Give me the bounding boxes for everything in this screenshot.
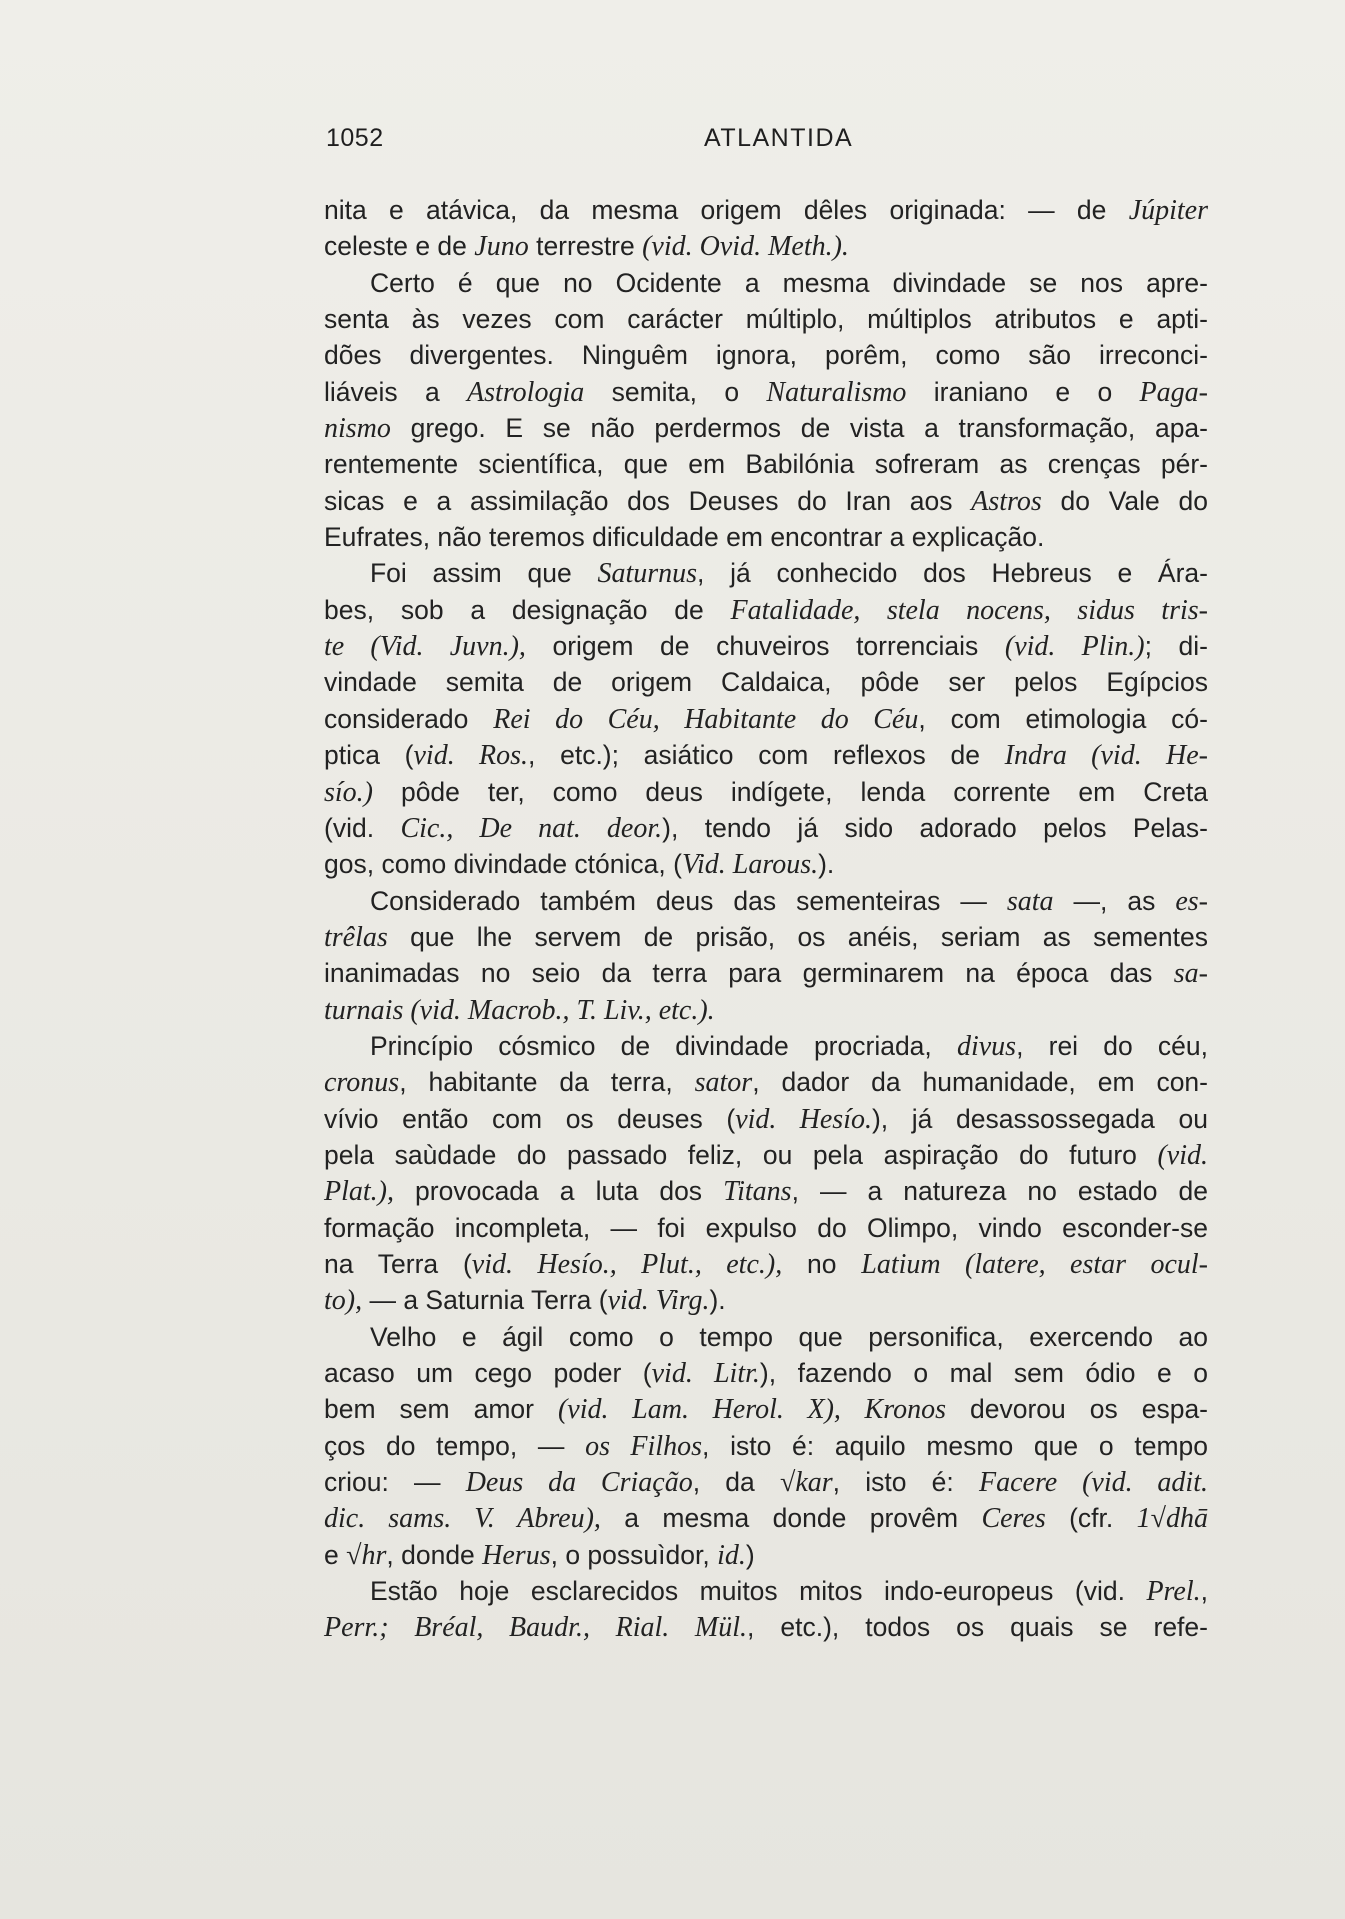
text-line xyxy=(324,519,1208,555)
text-segment: , etc.); asiático com reflexos de xyxy=(528,740,1005,771)
text-segment: do Vale do xyxy=(1041,485,1208,516)
text-segment: ) xyxy=(745,1539,755,1570)
italic-text: Indra (vid. He- xyxy=(1004,740,1208,772)
text-segment: e xyxy=(324,1539,347,1570)
italic-text: vid. Virg. xyxy=(607,1285,710,1317)
text-segment: semita, o xyxy=(584,376,767,407)
italic-text: sío.) xyxy=(324,776,373,808)
page-header xyxy=(326,124,1206,164)
text-line xyxy=(324,374,1208,410)
text-segment: criou: — xyxy=(324,1467,466,1498)
text-segment: , — a natureza no estado de xyxy=(791,1176,1208,1207)
text-segment: formação incompleta, — foi expulso do Olimpo, vindo esconder-se xyxy=(324,1212,1208,1243)
text-line xyxy=(324,846,1208,882)
italic-text: sata xyxy=(1006,885,1054,917)
italic-text: sa- xyxy=(1173,958,1208,990)
text-segment: Princípio cósmico de divindade procriada, xyxy=(370,1030,957,1061)
text-line xyxy=(324,701,1208,737)
italic-text: Cic., De nat. deor. xyxy=(400,812,663,844)
text-line xyxy=(324,192,1208,228)
text-line xyxy=(324,483,1208,519)
text-segment: inanimadas no seio da terra para germinarem na época das xyxy=(324,958,1174,989)
text-segment: no xyxy=(782,1248,862,1279)
text-line xyxy=(324,919,1208,955)
italic-text: nismo xyxy=(324,413,391,445)
italic-text: Plat.), xyxy=(324,1176,394,1208)
text-segment: Foi assim que xyxy=(370,558,598,589)
text-line xyxy=(324,555,1208,591)
text-segment: ), tendo já sido adorado pelos Pelas- xyxy=(662,812,1208,843)
text-segment: , donde xyxy=(386,1539,483,1570)
text-line xyxy=(324,592,1208,628)
italic-text: Prel. xyxy=(1146,1576,1201,1608)
italic-text: divus xyxy=(956,1030,1017,1062)
text-segment: , dador da humanidade, em con- xyxy=(752,1067,1208,1098)
text-line xyxy=(324,1282,1208,1318)
text-segment: , xyxy=(1200,1576,1208,1607)
text-line xyxy=(324,1500,1208,1536)
text-line xyxy=(324,1173,1208,1209)
text-segment: provocada a luta dos xyxy=(394,1176,724,1207)
italic-text: Astros xyxy=(971,485,1042,517)
text-segment: ços do tempo, — xyxy=(324,1430,586,1461)
italic-text: te (Vid. Juvn.), xyxy=(324,631,526,663)
text-line xyxy=(324,1101,1208,1137)
text-segment: ; di- xyxy=(1144,631,1208,662)
italic-text: to), xyxy=(324,1285,363,1317)
text-line xyxy=(324,737,1208,773)
italic-text: Júpiter xyxy=(1128,195,1208,226)
italic-text: √kar xyxy=(779,1467,833,1499)
text-segment: considerado xyxy=(324,703,494,734)
text-segment: dões divergentes. Ninguêm ignora, porêm, como são irreconci- xyxy=(324,340,1208,371)
text-segment: liáveis a xyxy=(324,376,468,407)
text-line xyxy=(324,1355,1208,1391)
italic-text: Juno xyxy=(474,231,529,263)
text-line xyxy=(324,446,1208,482)
text-line xyxy=(324,1064,1208,1100)
text-segment: senta às vezes com carácter múltiplo, múltiplos atributos e apti- xyxy=(324,304,1208,335)
text-line xyxy=(324,883,1208,919)
text-segment: grego. E se não perdermos de vista a transformação, apa- xyxy=(390,413,1208,444)
text-segment: (cfr. xyxy=(1045,1503,1137,1534)
text-segment: Eufrates, não teremos dificuldade em encontrar a explicação. xyxy=(324,522,1045,553)
text-segment: acaso um cego poder ( xyxy=(324,1358,652,1388)
italic-text: Deus da Criação xyxy=(465,1467,693,1499)
text-segment: — a Saturnia Terra ( xyxy=(362,1285,608,1316)
italic-text: sator xyxy=(694,1067,753,1099)
text-line xyxy=(324,301,1208,337)
italic-text: es- xyxy=(1175,885,1208,917)
text-segment: vindade semita de origem Caldaica, pôde ser pelos Egípcios xyxy=(324,667,1208,698)
italic-text: Facere (vid. adit. xyxy=(978,1467,1208,1499)
text-segment: ), já desassossegada ou xyxy=(871,1103,1208,1134)
italic-text: vid. Ros. xyxy=(413,740,529,772)
italic-text: vid. Litr. xyxy=(651,1358,760,1389)
italic-text: Fatalidade, stela nocens, sidus tris- xyxy=(730,594,1208,626)
italic-text: Saturnus xyxy=(597,558,698,590)
italic-text: turnais (vid. Macrob., T. Liv., etc.). xyxy=(324,994,715,1026)
italic-text: √hr xyxy=(346,1539,387,1571)
text-line xyxy=(324,1210,1208,1246)
text-segment: origem de chuveiros torrenciais xyxy=(525,631,1005,662)
italic-text: 1√dhā xyxy=(1136,1503,1209,1535)
text-segment: , etc.), todos os quais se refe- xyxy=(747,1612,1208,1643)
text-segment: terrestre xyxy=(528,231,643,262)
text-line xyxy=(324,1428,1208,1464)
italic-text: dic. sams. V. Abreu), xyxy=(324,1503,601,1535)
text-segment: Considerado também deus das sementeiras — xyxy=(370,885,1007,916)
text-segment: que lhe servem de prisão, os anéis, seriam as sementes xyxy=(387,921,1208,952)
text-segment: , com etimologia có- xyxy=(918,703,1208,734)
italic-text: (vid. Plin.) xyxy=(1004,631,1145,663)
text-segment: na Terra ( xyxy=(324,1248,472,1279)
text-line xyxy=(324,1246,1208,1282)
text-line xyxy=(324,1319,1208,1355)
italic-text: Latium (latere, estar ocul- xyxy=(861,1248,1208,1280)
page-number: 1052 xyxy=(326,124,384,152)
italic-text: Perr.; Bréal, Baudr., Rial. Mül. xyxy=(324,1612,748,1644)
text-segment: Estão hoje esclarecidos muitos mitos indo-europeus (vid. xyxy=(370,1576,1147,1607)
text-segment: (vid. xyxy=(324,812,401,843)
text-segment: ). xyxy=(818,849,835,880)
text-segment: vívio então com os deuses ( xyxy=(324,1103,736,1134)
text-segment: nita e atávica, da mesma origem dêles originada: — de xyxy=(324,195,1129,225)
italic-text: Titans xyxy=(723,1176,792,1208)
text-segment: Certo é que no Ocidente a mesma divindade se nos apre- xyxy=(370,267,1208,298)
body-text xyxy=(324,192,1208,1646)
text-segment: bem sem amor xyxy=(324,1394,558,1425)
text-line xyxy=(324,664,1208,700)
italic-text: Vid. Larous. xyxy=(681,849,819,881)
text-line xyxy=(324,1464,1208,1500)
text-line xyxy=(324,1609,1208,1645)
text-segment: ptica ( xyxy=(324,740,414,771)
italic-text: (vid. Ovid. Meth.). xyxy=(642,231,849,263)
text-segment: , isto é: xyxy=(832,1467,979,1498)
italic-text: Naturalismo xyxy=(766,376,907,408)
text-segment: gos, como divindade ctónica, ( xyxy=(324,849,682,880)
text-segment: , da xyxy=(692,1467,780,1498)
italic-text: trêlas xyxy=(324,921,388,953)
text-segment: sicas e a assimilação dos Deuses do Iran aos xyxy=(324,485,972,516)
italic-text: Herus xyxy=(482,1539,551,1571)
text-segment: pôde ter, como deus indígete, lenda corrente em Creta xyxy=(373,776,1208,807)
text-segment: celeste e de xyxy=(324,231,475,262)
text-line xyxy=(324,228,1208,264)
text-segment: a mesma donde provêm xyxy=(600,1503,982,1534)
text-line xyxy=(324,992,1208,1028)
text-segment: , o possuìdor, xyxy=(550,1539,718,1570)
text-line xyxy=(324,1573,1208,1609)
italic-text: Rei do Céu, Habitante do Céu xyxy=(493,703,919,735)
italic-text: vid. Hesío., Plut., etc.), xyxy=(471,1248,783,1280)
text-segment: iraniano e o xyxy=(906,376,1140,407)
text-segment: , isto é: aquilo mesmo que o tempo xyxy=(701,1430,1208,1461)
text-segment: rentemente scientífica, que em Babilónia sofreram as crenças pér- xyxy=(324,449,1208,480)
text-segment: Velho e ágil como o tempo que personifica, exercendo ao xyxy=(370,1321,1208,1352)
text-segment: ), fazendo o mal sem ódio e o xyxy=(759,1358,1209,1388)
text-line xyxy=(324,410,1208,446)
italic-text: Ceres xyxy=(981,1503,1046,1535)
text-segment: bes, sob a designação de xyxy=(324,594,731,625)
italic-text: Paga- xyxy=(1139,376,1208,408)
italic-text: (vid. Lam. Herol. X), Kronos xyxy=(557,1394,946,1426)
text-line xyxy=(324,810,1208,846)
text-segment: pela saùdade do passado feliz, ou pela aspiração do futuro xyxy=(324,1139,1158,1170)
italic-text: id. xyxy=(717,1539,746,1571)
text-segment: , já conhecido dos Hebreus e Ára- xyxy=(697,558,1208,589)
italic-text: os Filhos xyxy=(585,1430,702,1462)
text-segment: ). xyxy=(709,1285,726,1316)
italic-text: Astrologia xyxy=(467,376,585,408)
text-segment: , habitante da terra, xyxy=(399,1067,695,1098)
text-segment: —, as xyxy=(1053,885,1176,916)
text-line xyxy=(324,955,1208,991)
text-line xyxy=(324,337,1208,373)
text-line xyxy=(324,1028,1208,1064)
text-line xyxy=(324,1537,1208,1573)
italic-text: (vid. xyxy=(1157,1139,1208,1171)
text-line xyxy=(324,774,1208,810)
text-line xyxy=(324,628,1208,664)
text-segment: , rei do céu, xyxy=(1016,1030,1208,1061)
running-title: ATLANTIDA xyxy=(704,124,854,152)
text-segment: devorou os espa- xyxy=(945,1394,1209,1425)
italic-text: vid. Hesío. xyxy=(735,1103,872,1135)
text-line xyxy=(324,1137,1208,1173)
text-line xyxy=(324,265,1208,301)
italic-text: cronus xyxy=(324,1067,400,1099)
text-line xyxy=(324,1391,1208,1427)
